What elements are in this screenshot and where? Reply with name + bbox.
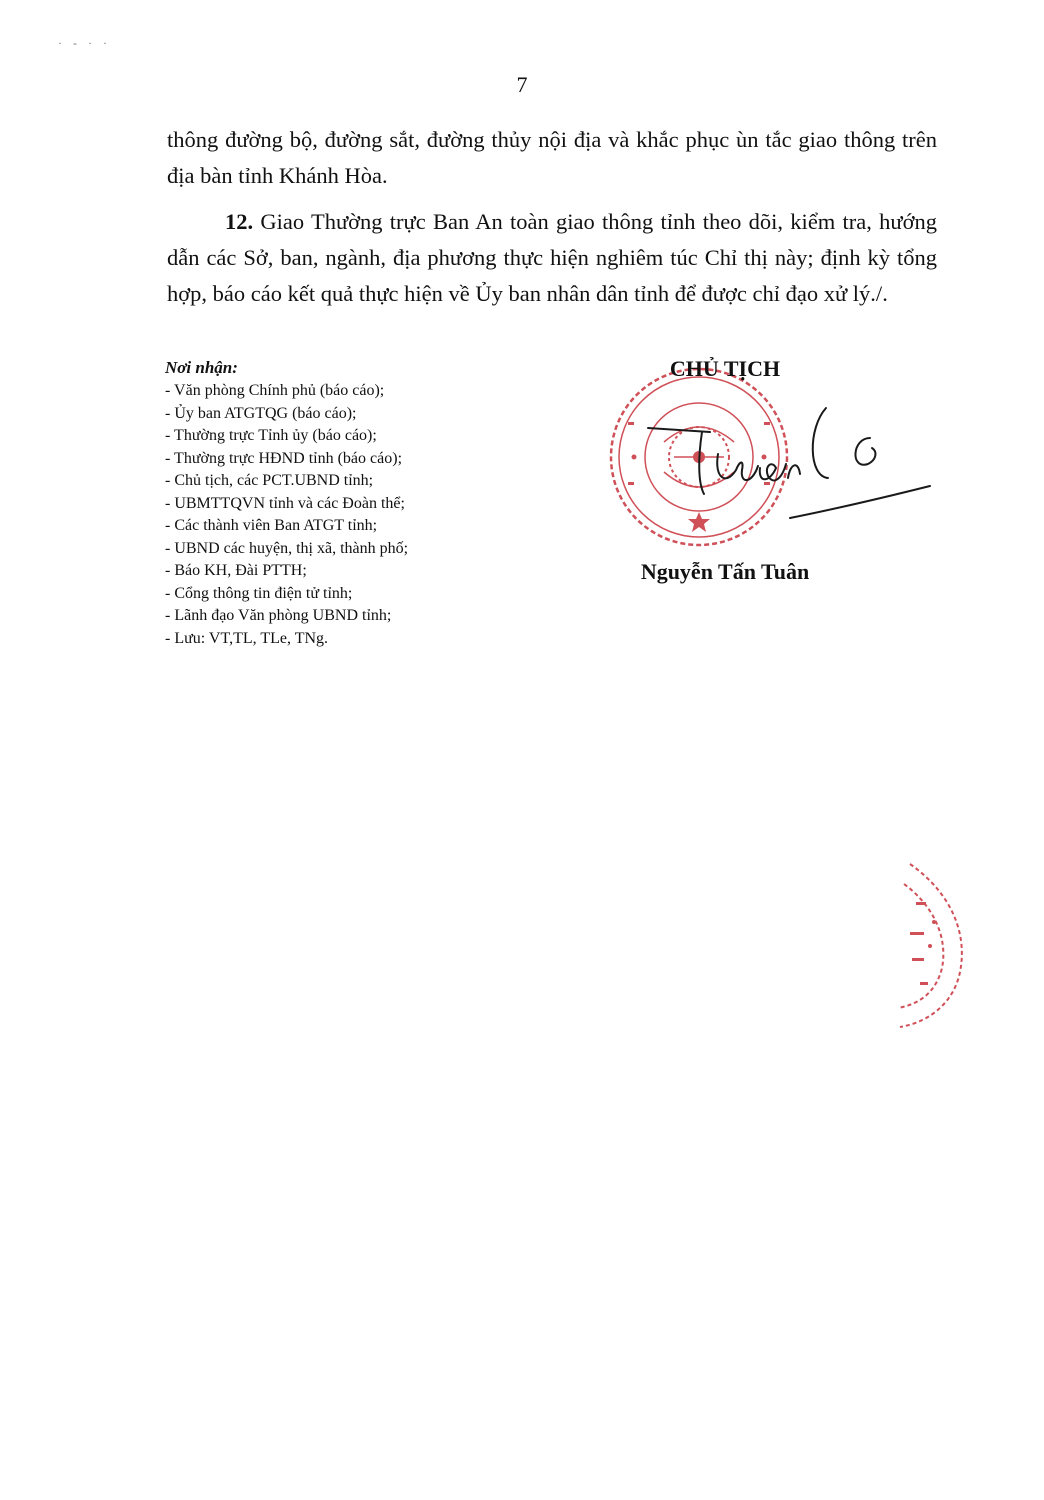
recipients-list — [165, 356, 525, 650]
recipient-item: - UBND các huyện, thị xã, thành phố; — [165, 539, 409, 557]
signer-title: CHỦ TỊCH — [669, 356, 781, 381]
recipient-item: - Thường trực Tỉnh ủy (báo cáo); — [165, 427, 377, 444]
paragraph-number: 12. — [225, 209, 254, 234]
recipient-item: - Thường trực HĐND tỉnh (báo cáo); — [165, 449, 403, 467]
paragraph-text: Giao Thường trực Ban An toàn giao thông tỉnh theo dõi, kiểm tra, hướng dẫn các Sở, ban, ngành, địa phương thực hiện nghiêm túc Chỉ thị này; định kỳ tổng hợp, báo cáo kết quả thực hiện về Ủy ban nhân dân tỉnh để được chỉ đạo xử lý./. — [167, 209, 937, 306]
signer-name: Nguyễn Tấn Tuân — [640, 559, 810, 584]
body-paragraph-12 — [167, 204, 937, 312]
body-paragraph: thông đường bộ, đường sắt, đường thủy nội địa và khắc phục ùn tắc giao thông trên địa bàn tỉnh Khánh Hòa. — [167, 127, 937, 188]
recipient-item: - Lãnh đạo Văn phòng UBND tỉnh; — [165, 607, 392, 624]
scan-artifact: · - · · — [58, 36, 111, 50]
recipient-item: - Văn phòng Chính phủ (báo cáo); — [165, 382, 385, 399]
recipients-items — [165, 380, 525, 650]
recipient-item: - Ủy ban ATGTQG (báo cáo); — [165, 404, 357, 422]
recipient-item: - UBMTTQVN tỉnh và các Đoàn thể; — [165, 494, 405, 512]
page-number: 7 — [516, 72, 528, 97]
recipient-item: - Báo KH, Đài PTTH; — [165, 562, 307, 579]
recipient-item: - Các thành viên Ban ATGT tỉnh; — [165, 517, 378, 534]
recipient-item: - Lưu: VT,TL, TLe, TNg. — [165, 629, 329, 647]
recipient-item: - Cổng thông tin điện tử tỉnh; — [165, 584, 353, 602]
recipient-item: - Chủ tịch, các PCT.UBND tỉnh; — [165, 472, 374, 489]
recipients-title: Nơi nhận: — [165, 358, 238, 377]
handwritten-signature-icon — [640, 398, 940, 528]
partial-seal-icon — [890, 862, 970, 1032]
